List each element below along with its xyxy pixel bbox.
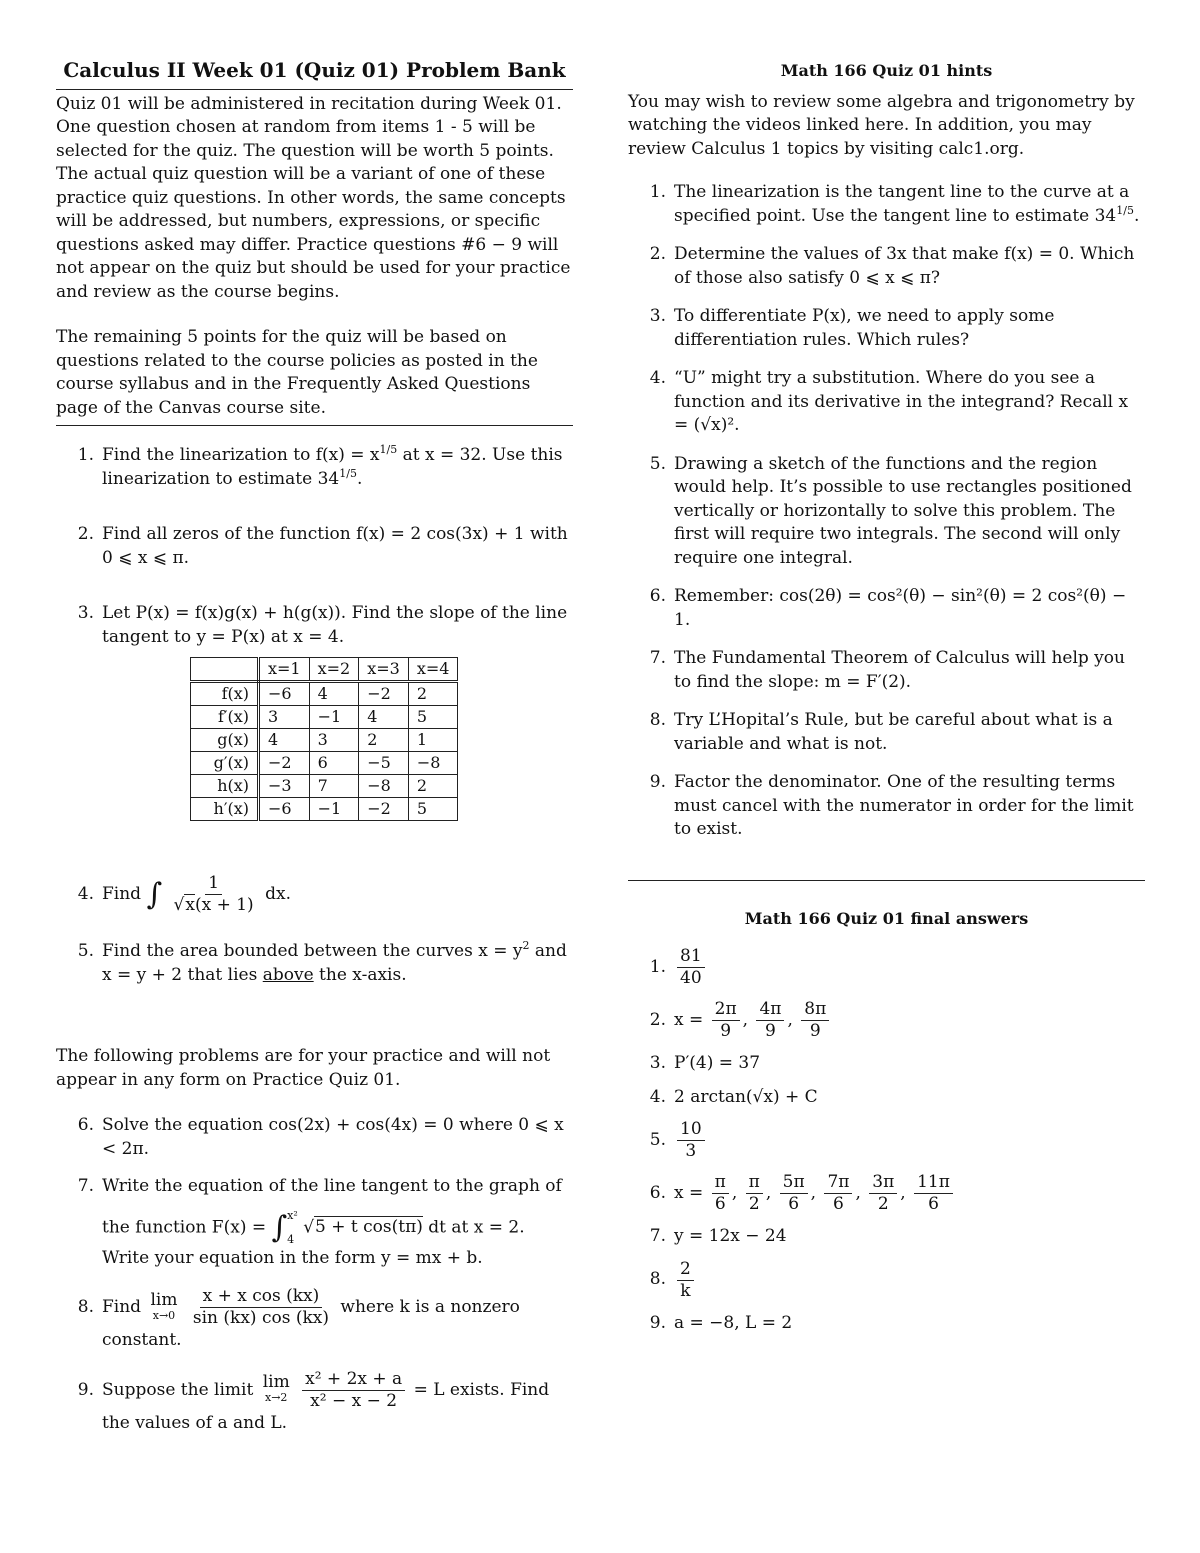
table-row: h′(x) −6 −1 −2 5 [191,798,458,821]
hint-7: 7. The Fundamental Theorem of Calculus will help you to find the slope: m = F′(2). [649,648,1125,692]
table-row: g′(x) −2 6 −5 −8 [191,752,458,775]
answer-5: 5. $\frac{10}{3}$ [628,1119,1145,1162]
intro-paragraph: The remaining 5 points for the quiz will be based on questions related to the course policies as posted in the course syllabus and in the Frequently Asked Questions page of the Canvas course site. [56,327,538,418]
answer-2: 2. x = $\frac{2\pi}{9}$ , $\frac{4\pi}{9}$ , $\frac{8\pi}{9}$ [628,999,1145,1042]
table-row: g(x) 4 3 2 1 [191,729,458,752]
question-9: 9. Suppose the limit lim x→2 $\frac{\text{x² + 2x + a}}{\text{x² − x − 2}}$ = L exists. Find the values of a and L. [77,1368,550,1433]
question-5: 5. Find the area bounded between the curves $x = y^2$ and x = y + 2 that lies above the x-axis. [77,939,567,985]
function-value-table [190,657,458,821]
hints-list [628,181,1145,842]
question-4: 4. Find ∫ $\frac{1}{√x(x + 1)}$ dx. [77,873,291,915]
hints-column [628,55,1145,1345]
hint-2: 2. Determine the values of 3x that make f(x) = 0. Which of those also satisfy 0 ⩽ x ⩽ π? [649,244,1135,288]
hint-4: 4. “U” might try a substitution. Where do you see a function and its derivative in the integrand? Recall x = (√x)². [649,368,1129,435]
answer-1: 1. $\frac{81}{40}$ [628,946,1145,989]
question-2: 2. Find all zeros of the function f(x) = 2 cos(3x) + 1 with 0 ⩽ x ⩽ π. [77,524,568,568]
answer-6: 6. x = $\frac{\pi}{6}$ , $\frac{\pi}{2}$ , $\frac{5\pi}{6}$ , $\frac{7\pi}{6}$ , $\frac{3\pi}{2}$ , $\frac{11\pi}{6}$ [628,1172,1145,1215]
page-title: Calculus II Week 01 (Quiz 01) Problem Bank [63,58,566,82]
answers-list [628,946,1145,1335]
table-row: h(x) −3 7 −8 2 [191,775,458,798]
hint-5: 5. Drawing a sketch of the functions and the region would help. It’s possible to use rectangles positioned vertically or horizontally to solve this problem. The first will require two integrals. The second will only require one integral. [649,453,1132,568]
answer-8: 8. $\frac{2}{k}$ [628,1259,1145,1302]
intro [56,90,573,421]
practice-intro: The following problems are for your practice and will not appear in any form on Practice Quiz 01. [56,1046,551,1090]
question-6: 6. Solve the equation cos(2x) + cos(4x) = 0 where 0 ⩽ x < 2π. [77,1115,564,1159]
hint-1: 1. The linearization is the tangent line to the curve at a specified point. Use the tangent line to estimate $34^{1/5}$. [649,182,1140,226]
divider [628,880,1145,881]
hints-title: Math 166 Quiz 01 hints [780,61,993,80]
hint-6: 6. Remember: cos(2θ) = cos²(θ) − sin²(θ) = 2 cos²(θ) − 1. [649,586,1127,630]
question-8: 8. Find lim x→0 $\frac{\text{x + x cos (kx)}}{\sin (kx) \cos (kx)}$ where k is a nonzero constant. [77,1286,520,1350]
question-3: 3. Let P(x) = f(x)g(x) + h(g(x)). Find the slope of the line tangent to y = P(x) at x = 4. [77,603,568,647]
answer-3: 3. P′(4) = 37 [649,1053,761,1073]
intro-paragraph: Quiz 01 will be administered in recitation during Week 01. One question chosen at random from items 1 - 5 will be selected for the quiz. The question will be worth 5 points. The actual quiz question will be a variant of one of these practice quiz questions. In other words, the same concepts will be addressed, but numbers, expressions, or specific questions asked may differ. Practice questions #6 − 9 will not appear on the quiz but should be used for your practice and review as the course begins. [56,93,571,302]
question-7: 7. Write the equation of the line tangent to the graph of the function F(x) = ∫ x² 4 √5 + t cos(tπ) dt at x = 2. Write your equation in the form y = mx + b. [77,1176,562,1268]
table-row: f(x) −6 4 −2 2 [191,682,458,706]
divider [56,425,573,426]
answers-title: Math 166 Quiz 01 final answers [744,908,1029,928]
question-1: 1. Find the linearization to $f(x) = x^{1/5}$ at x = 32. Use this linearization to estimate $34^{1/5}$. [77,443,563,489]
hint-8: 8. Try L’Hopital’s Rule, but be careful about what is a variable and what is not. [649,710,1113,754]
problem-bank-column [56,55,573,1435]
answer-9: 9. a = −8, L = 2 [649,1312,793,1333]
answer-4: 4. 2 arctan(√x) + C [649,1086,818,1107]
table-header-row: x=1 x=2 x=3 x=4 [191,658,458,682]
table-row: f′(x) 3 −1 4 5 [191,706,458,729]
hint-3: 3. To differentiate P(x), we need to apply some differentiation rules. Which rules? [649,306,1055,350]
hint-9: 9. Factor the denominator. One of the resulting terms must cancel with the numerator in order for the limit to exist. [649,772,1134,839]
hints-intro: You may wish to review some algebra and trigonometry by watching the videos linked here. In addition, you may review Calculus 1 topics by visiting calc1.org. [628,91,1135,159]
answer-7: 7. y = 12x − 24 [649,1226,787,1246]
